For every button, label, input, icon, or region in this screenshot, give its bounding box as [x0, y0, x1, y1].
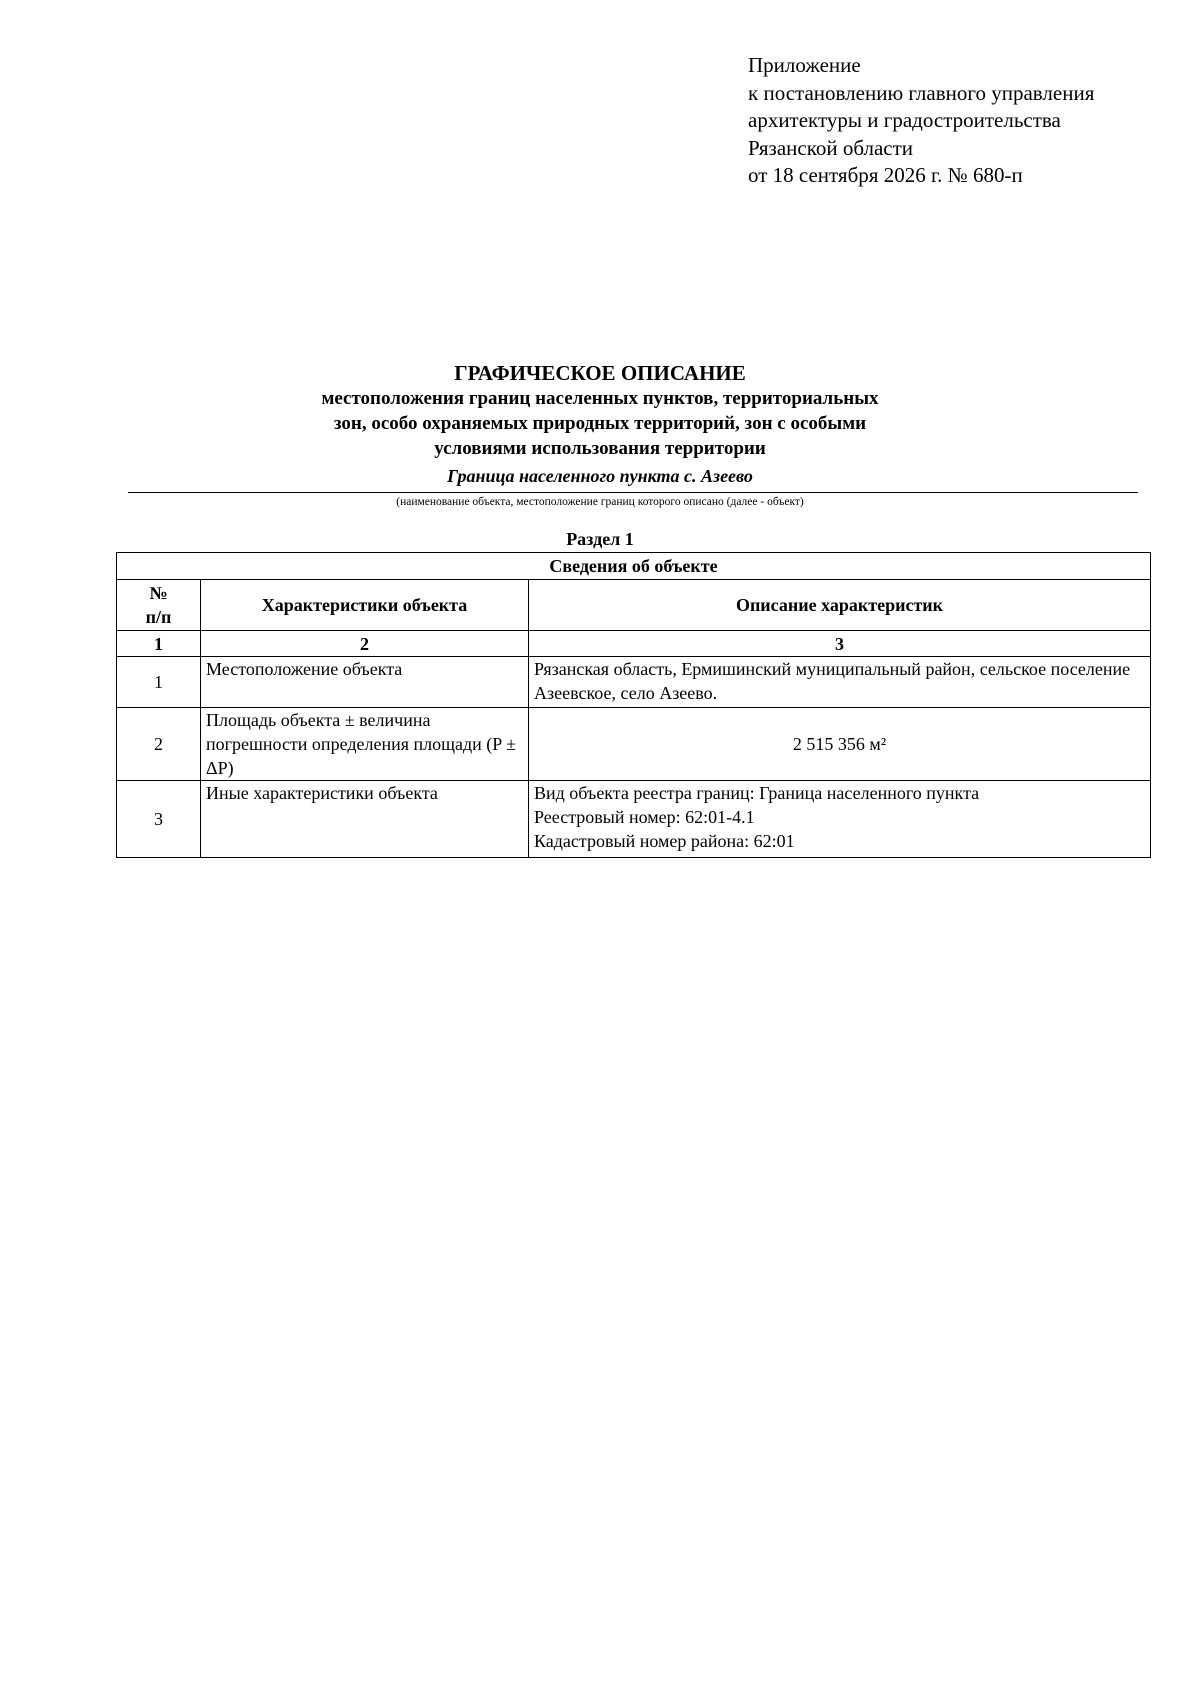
- object-name: Граница населенного пункта с. Азеево: [447, 466, 753, 486]
- row-characteristic: Местоположение объекта: [201, 657, 529, 708]
- appendix-date-number: от 18 сентября 2026 г. № 680-п: [748, 163, 1023, 187]
- table-row: [117, 781, 1151, 858]
- document-subtitle-line: местоположения границ населенных пунктов, территориальных: [321, 388, 879, 409]
- appendix-block: [748, 52, 1168, 190]
- section-title: Раздел 1: [566, 529, 634, 549]
- row-description: Рязанская область, Ермишинский муниципальный район, сельское поселение Азеевское, село Азеево.: [529, 657, 1151, 708]
- document-subtitle-line: зон, особо охраняемых природных территорий, зон с особыми: [333, 413, 867, 434]
- table-row: [117, 708, 1151, 781]
- column-number: 3: [529, 631, 1151, 657]
- table-caption-row: [117, 553, 1151, 580]
- row-num: 3: [117, 781, 201, 858]
- table-row: [117, 657, 1151, 708]
- row-num: 2: [117, 708, 201, 781]
- row-num: 1: [117, 657, 201, 708]
- description-line: Кадастровый номер района: 62:01: [534, 831, 795, 851]
- row-description: 2 515 356 м²: [529, 708, 1151, 781]
- document-heading: [0, 360, 1200, 461]
- object-name-caption: (наименование объекта, местоположение границ которого описано (далее - объект): [396, 496, 804, 508]
- header-num: № п/п: [117, 580, 201, 631]
- appendix-line: архитектуры и градостроительства: [748, 108, 1061, 132]
- column-number: 1: [117, 631, 201, 657]
- row-characteristic: Площадь объекта ± величина погрешности определения площади (P ± ΔP): [201, 708, 529, 781]
- object-info-table: [116, 552, 1151, 858]
- row-description: [529, 781, 1151, 858]
- header-description: Описание характеристик: [529, 580, 1151, 631]
- column-number-row: [117, 631, 1151, 657]
- document-title: ГРАФИЧЕСКОЕ ОПИСАНИЕ: [454, 361, 746, 385]
- description-line: Вид объекта реестра границ: Граница населенного пункта: [534, 783, 980, 803]
- object-name-underline: [128, 492, 1138, 493]
- table-header-row: [117, 580, 1151, 631]
- description-line: Реестровый номер: 62:01-4.1: [534, 807, 755, 827]
- appendix-line: Приложение: [748, 53, 861, 77]
- row-characteristic: Иные характеристики объекта: [201, 781, 529, 858]
- header-characteristic: Характеристики объекта: [201, 580, 529, 631]
- appendix-line: Рязанской области: [748, 135, 914, 160]
- document-subtitle-line: условиями использования территории: [434, 438, 766, 459]
- table-caption: Сведения об объекте: [117, 553, 1151, 580]
- appendix-line: к постановлению главного управления: [748, 80, 1095, 105]
- column-number: 2: [201, 631, 529, 657]
